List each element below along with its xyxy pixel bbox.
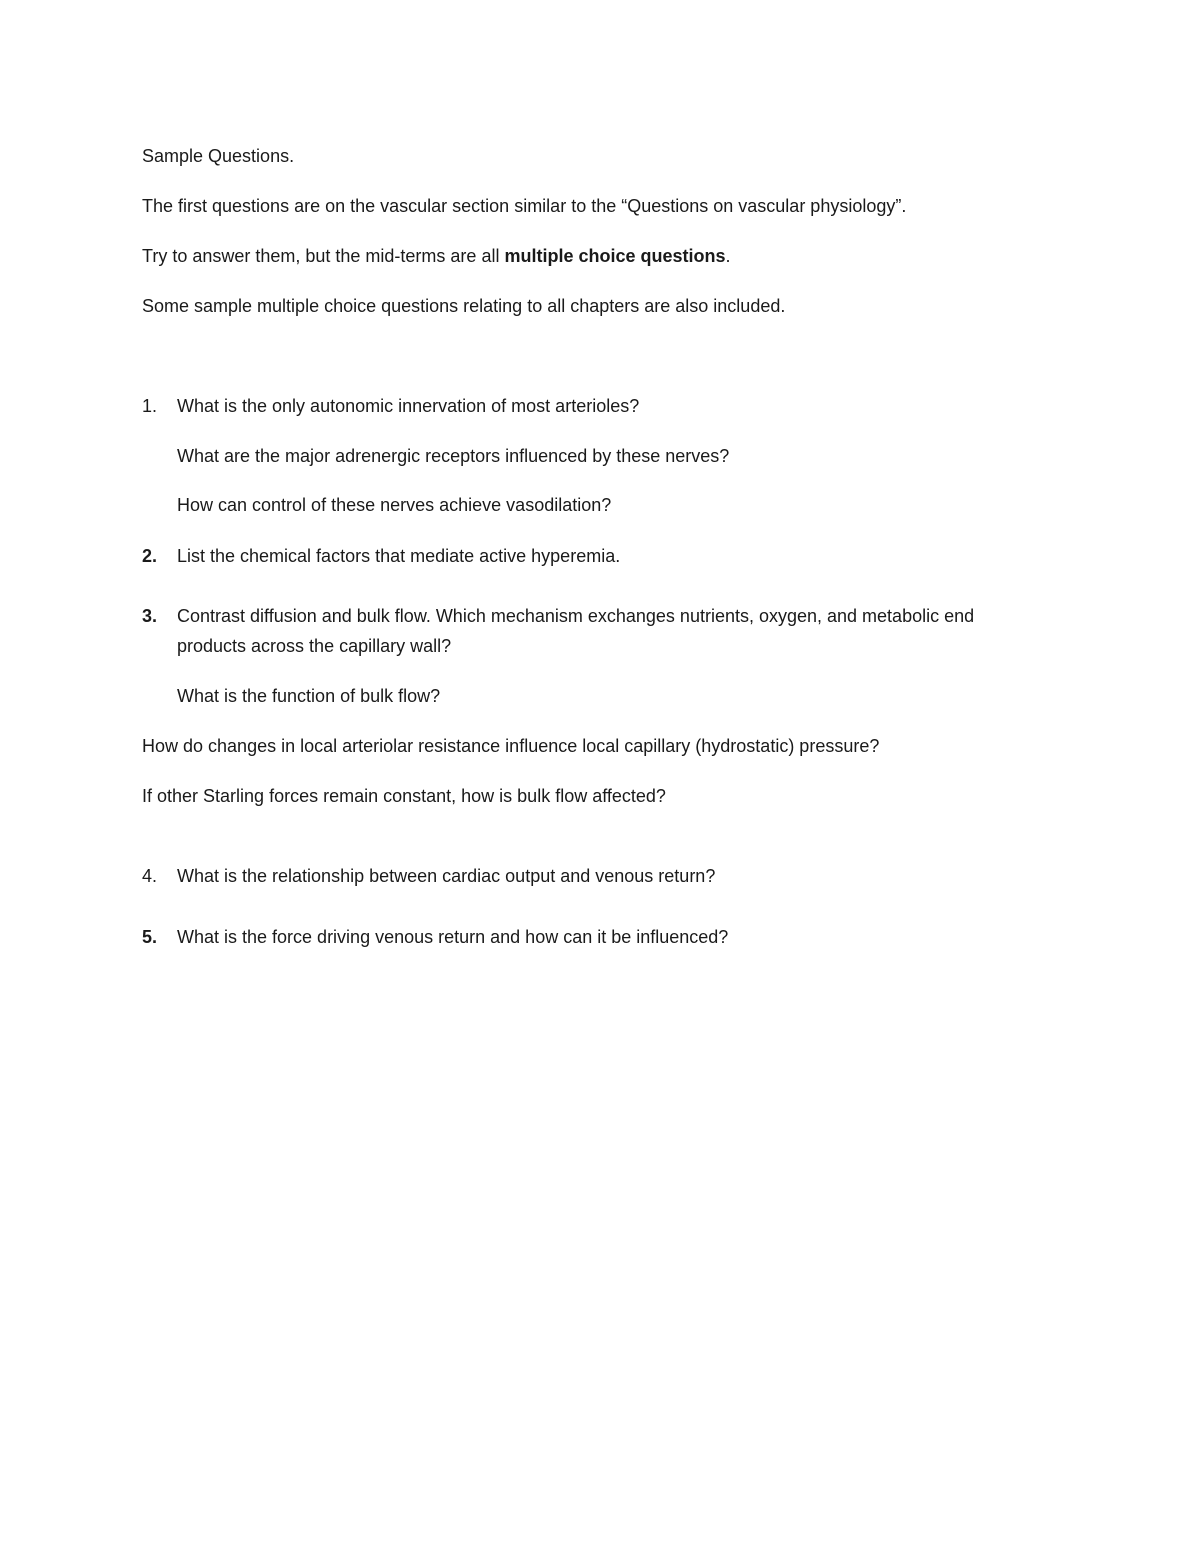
question-4-number: 4.	[142, 866, 158, 886]
question-3-follow-2: If other Starling forces remain constant, how is bulk flow affected?	[142, 786, 666, 806]
intro-line-2-text: Try to answer them, but the mid-terms are all	[142, 246, 505, 266]
question-3-sub-1: What is the function of bulk flow?	[177, 686, 441, 706]
intro-line-2-bold: multiple choice questions	[504, 246, 726, 266]
intro-line-2	[142, 245, 731, 267]
question-3-text-line-2: products across the capillary wall?	[177, 636, 452, 656]
question-3-number: 3.	[142, 606, 158, 626]
question-3-text-line-1: Contrast diffusion and bulk flow. Which mechanism exchanges nutrients, oxygen, and metabolic end	[177, 606, 975, 626]
question-5-text: What is the force driving venous return and how can it be influenced?	[177, 927, 729, 947]
question-2-text: List the chemical factors that mediate active hyperemia.	[177, 546, 621, 566]
intro-line-3: Some sample multiple choice questions relating to all chapters are also included.	[142, 296, 786, 316]
question-4-text: What is the relationship between cardiac output and venous return?	[177, 866, 716, 886]
intro-line-2-end: .	[725, 246, 731, 266]
question-1-text: What is the only autonomic innervation of most arterioles?	[177, 396, 640, 416]
question-1-number: 1.	[142, 396, 158, 416]
intro-line-1: The first questions are on the vascular section similar to the “Questions on vascular physiology”.	[142, 196, 907, 216]
question-2-number: 2.	[142, 546, 158, 566]
question-1-sub-2: How can control of these nerves achieve vasodilation?	[177, 495, 612, 515]
document-title: Sample Questions.	[142, 146, 295, 166]
question-5-number: 5.	[142, 927, 158, 947]
question-3-follow-1: How do changes in local arteriolar resistance influence local capillary (hydrostatic) pressure?	[142, 736, 880, 756]
question-1-sub-1: What are the major adrenergic receptors influenced by these nerves?	[177, 446, 730, 466]
